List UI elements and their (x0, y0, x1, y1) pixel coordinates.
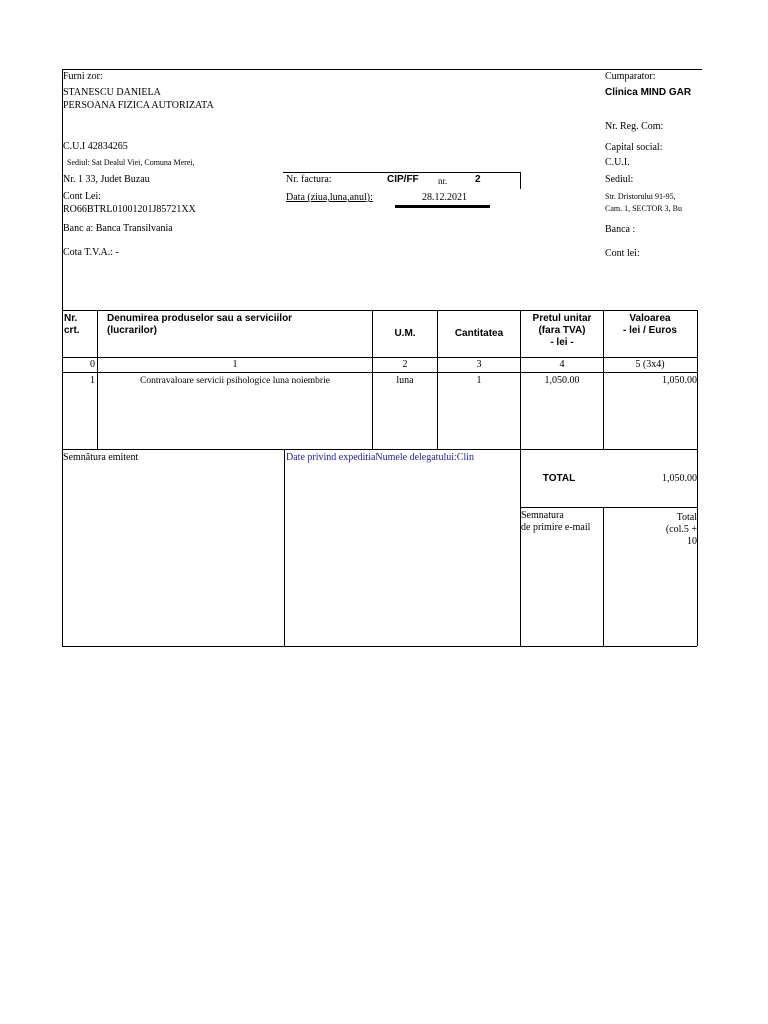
total-value: 1,050.00 (662, 473, 697, 484)
invoice-series: CIP/FF (387, 174, 419, 185)
colnum-2: 2 (402, 359, 408, 370)
supplier-account-label: Cont Lei: (63, 191, 102, 202)
colnum-5: 5 (3x4) (635, 359, 665, 370)
buyer-sediul: Sediul: (605, 174, 634, 185)
top-border (62, 69, 702, 70)
left-border (62, 69, 63, 646)
header-pret: Pretul unitar (fara TVA) - lei - (532, 313, 592, 348)
supplier-address-1: Sediul: Sat Dealul Viei, Comuna Merei, (67, 158, 195, 167)
colnum-1: 1 (232, 359, 238, 370)
row-um: luna (396, 375, 414, 386)
header-um: U.M. (394, 328, 416, 339)
supplier-account: RO66BTRL01001201J85721XX (63, 204, 196, 215)
header-denumire: Denumirea produselor sau a serviciilor (lucrarilor) (107, 313, 293, 336)
buyer-capital: Capital social: (605, 142, 663, 153)
row-valoare: 1,050.00 (662, 375, 697, 386)
invoice-number-label: Nr. factura: (286, 174, 332, 185)
row-denumire: Contravaloare servicii psihologice luna noiembrie (140, 376, 330, 386)
colnum-0: 0 (90, 359, 95, 370)
table-top-border (62, 310, 697, 311)
buyer-name: Clinica MIND GAR (605, 87, 692, 98)
buyer-cui: C.U.I. (605, 157, 630, 168)
invoice-box-top (283, 172, 520, 173)
total-bottom-border (520, 507, 697, 508)
buyer-address-1: Str. Dristorului 91-95, (605, 192, 676, 201)
total-payment-label: Total (col.5 + 10 (665, 512, 697, 547)
row-cantitate: 1 (476, 375, 482, 386)
invoice-nr-label: nr. (438, 176, 448, 186)
invoice-box-right (520, 172, 521, 189)
row-nr: 1 (90, 375, 95, 386)
colnum-bottom-border (62, 372, 697, 373)
colnum-3: 3 (476, 359, 482, 370)
rows-bottom-border (62, 449, 697, 450)
right-border (697, 310, 698, 646)
supplier-type: PERSOANA FIZICA AUTORIZATA (63, 100, 214, 111)
header-cantitate: Cantitatea (454, 328, 504, 339)
buyer-address-2: Cam. 1, SECTOR 3, Bu (605, 204, 682, 213)
receipt-signature-label: Semnatura de primire e-mail (521, 510, 591, 533)
header-nr: Nr. crt. (64, 313, 80, 336)
expedition-label: Date privind expeditiaNumele delegatului:Clin (286, 452, 475, 463)
invoice-number: 2 (475, 174, 481, 185)
signature-label: Semnătura emitent (63, 452, 139, 463)
footer-bottom-border (62, 646, 697, 647)
total-label: TOTAL (542, 473, 576, 484)
invoice-date-label: Data (ziua,luna,anul): (286, 192, 373, 203)
buyer-bank: Banca : (605, 224, 636, 235)
buyer-label: Cumparator: (605, 71, 656, 82)
supplier-bank: Banc a: Banca Transilvania (63, 223, 173, 234)
buyer-account: Cont lei: (605, 248, 640, 259)
invoice-date: 28.12.2021 (422, 192, 467, 203)
invoice-date-underline (395, 205, 490, 208)
row-pret: 1,050.00 (544, 375, 580, 386)
supplier-label: Furni zor: (63, 71, 103, 82)
header-bottom-border (62, 357, 697, 358)
supplier-address-2: Nr. 1 33, Judet Buzau (63, 174, 150, 185)
buyer-reg-com: Nr. Reg. Com: (605, 121, 664, 132)
header-valoare: Valoarea - lei / Euros (623, 313, 677, 336)
col-line-footer-signature (284, 449, 285, 646)
colnum-4: 4 (559, 359, 565, 370)
supplier-cui: C.U.I 42834265 (63, 141, 128, 152)
supplier-name: STANESCU DANIELA (63, 87, 161, 98)
supplier-vat: Cota T.V.A.: - (63, 247, 119, 258)
